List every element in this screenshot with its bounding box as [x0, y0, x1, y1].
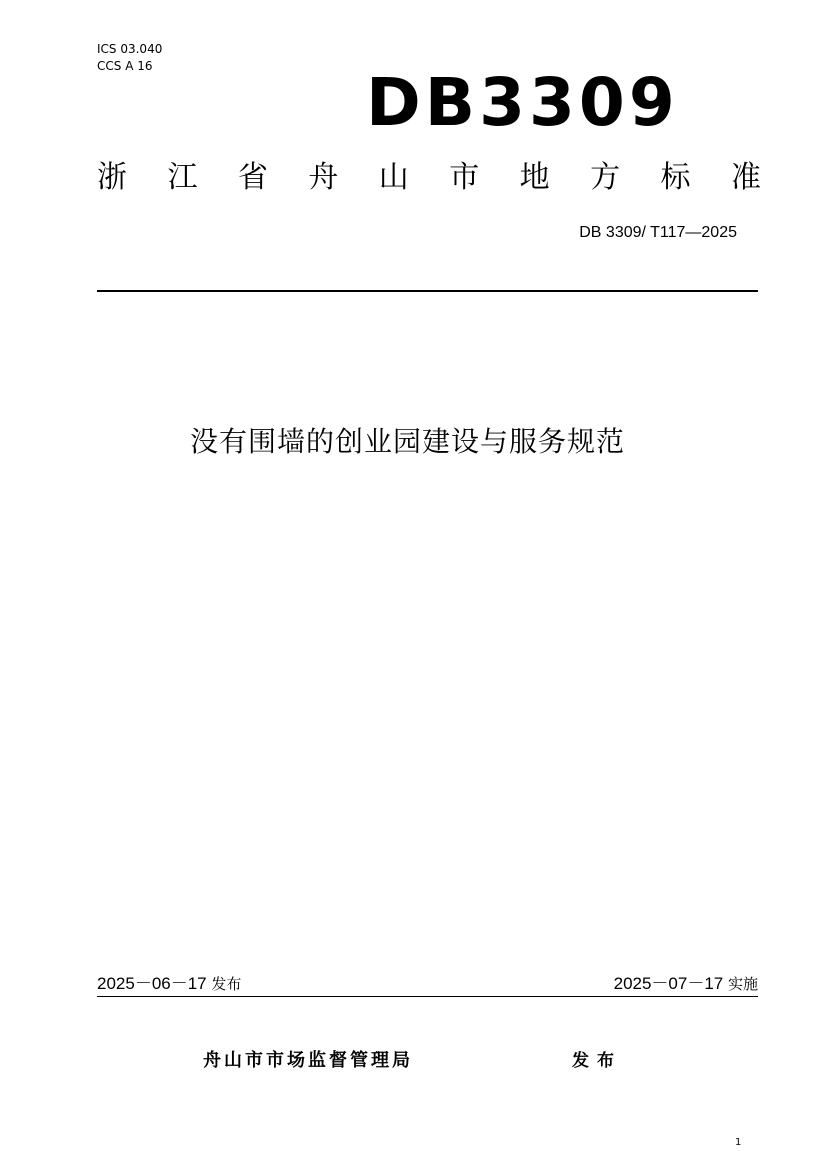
publish-label: 发布	[211, 975, 242, 993]
standard-type-char: 方	[590, 160, 621, 195]
standard-logo: DB3309	[366, 64, 679, 141]
standard-type-char: 浙	[97, 160, 127, 195]
implement-date: 2025－07－17	[613, 974, 724, 993]
ics-code: ICS 03.040	[97, 42, 163, 56]
document-title: 没有围墙的创业园建设与服务规范	[189, 425, 625, 458]
standard-type-char: 市	[449, 160, 480, 195]
date-row	[97, 972, 758, 997]
standard-type-char: 标	[660, 160, 691, 195]
issuing-action: 发布	[572, 1051, 622, 1071]
header-divider	[97, 290, 758, 292]
standard-type-char: 准	[730, 160, 761, 195]
publish-date-group	[97, 973, 241, 995]
standard-code: DB 3309/ T117—2025	[579, 224, 737, 241]
classification-codes	[97, 41, 162, 75]
implement-label: 实施	[727, 975, 758, 993]
standard-type-char: 省	[237, 160, 268, 195]
issuing-authority: 舟山市市场监督管理局	[203, 1050, 413, 1071]
standard-type-heading	[97, 158, 761, 198]
implement-date-group	[614, 973, 758, 995]
standard-type-char: 地	[519, 160, 550, 195]
standard-type-char: 江	[167, 160, 198, 195]
standard-type-char: 山	[378, 160, 409, 195]
publish-date: 2025－06－17	[97, 974, 207, 993]
standard-type-char: 舟	[308, 160, 339, 195]
ccs-code: CCS A 16	[97, 59, 153, 73]
page-number: 1	[735, 1137, 742, 1148]
